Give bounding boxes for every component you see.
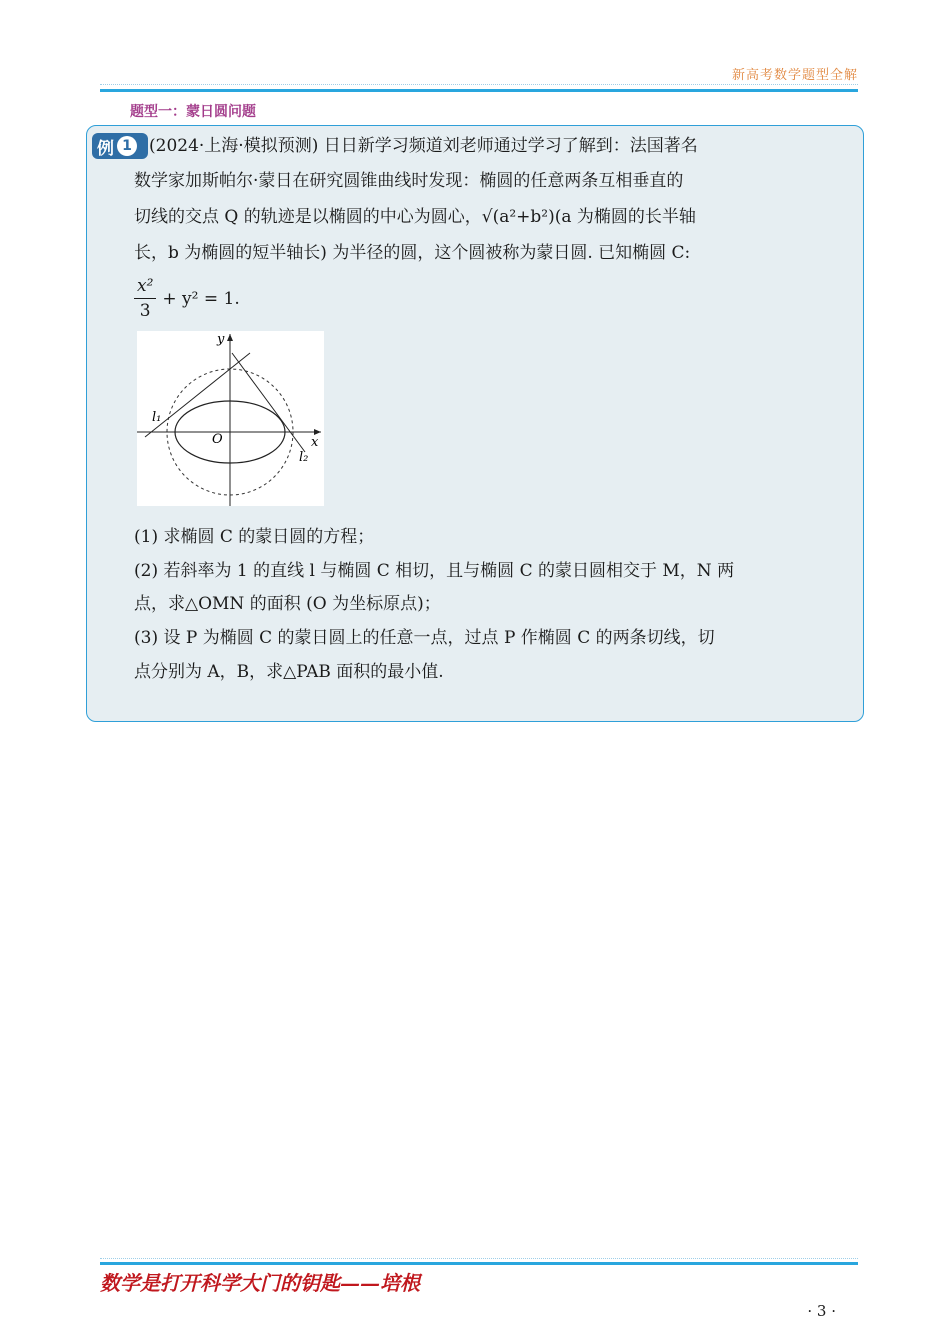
question-1: (1) 求椭圆 C 的蒙日圆的方程； bbox=[134, 527, 375, 547]
header-rule bbox=[100, 89, 858, 92]
section-title: 题型一：蒙日圆问题 bbox=[130, 104, 256, 120]
equation-denominator: 3 bbox=[139, 301, 151, 321]
label-y: y bbox=[217, 332, 225, 347]
example-box bbox=[86, 125, 864, 722]
question-3-line-1: (3) 设 P 为椭圆 C 的蒙日圆上的任意一点，过点 P 作椭圆 C 的两条切线，切 bbox=[134, 628, 715, 648]
label-x: x bbox=[311, 435, 319, 450]
tangent-l2 bbox=[232, 353, 305, 452]
problem-line-3: 切线的交点 Q 的轨迹是以椭圆的中心为圆心，√(a²+b²)(a 为椭圆的长半轴 bbox=[134, 207, 696, 227]
y-axis-arrow bbox=[227, 334, 233, 341]
equation-fraction bbox=[134, 276, 156, 321]
example-badge-label: 例 bbox=[97, 138, 114, 159]
ellipse-figure bbox=[137, 331, 324, 506]
ellipse-equation bbox=[134, 276, 240, 321]
equation-rest: + y² = 1. bbox=[162, 288, 240, 309]
question-2-line-2: 点，求△OMN 的面积 (O 为坐标原点)； bbox=[134, 594, 441, 614]
problem-line-1: (2024·上海·模拟预测) 日日新学习频道刘老师通过学习了解到：法国著名 bbox=[149, 136, 698, 156]
problem-line-2: 数学家加斯帕尔·蒙日在研究圆锥曲线时发现：椭圆的任意两条互相垂直的 bbox=[134, 171, 684, 191]
label-l1: l₁ bbox=[152, 410, 162, 425]
footer-motto: 数学是打开科学大门的钥匙——培根 bbox=[100, 1271, 420, 1295]
page-number: · 3 · bbox=[807, 1302, 836, 1320]
header-title: 新高考数学题型全解 bbox=[731, 68, 858, 83]
question-3-line-2: 点分别为 A，B，求△PAB 面积的最小值. bbox=[134, 662, 444, 682]
question-2-line-1: (2) 若斜率为 1 的直线 l 与椭圆 C 相切，且与椭圆 C 的蒙日圆相交于 M，N 两 bbox=[134, 561, 735, 581]
footer-dotted-rule bbox=[100, 1258, 858, 1259]
footer-rule bbox=[100, 1262, 858, 1265]
label-origin: O bbox=[212, 432, 223, 447]
label-l2: l₂ bbox=[299, 450, 309, 465]
problem-line-4: 长，b 为椭圆的短半轴长) 为半径的圆，这个圆被称为蒙日圆. 已知椭圆 C: bbox=[134, 243, 691, 263]
example-badge-number: 1 bbox=[117, 136, 137, 156]
figure-svg bbox=[137, 331, 324, 506]
example-badge bbox=[92, 133, 148, 159]
header-dotted-rule bbox=[100, 84, 858, 85]
equation-numerator: x² bbox=[134, 276, 156, 299]
